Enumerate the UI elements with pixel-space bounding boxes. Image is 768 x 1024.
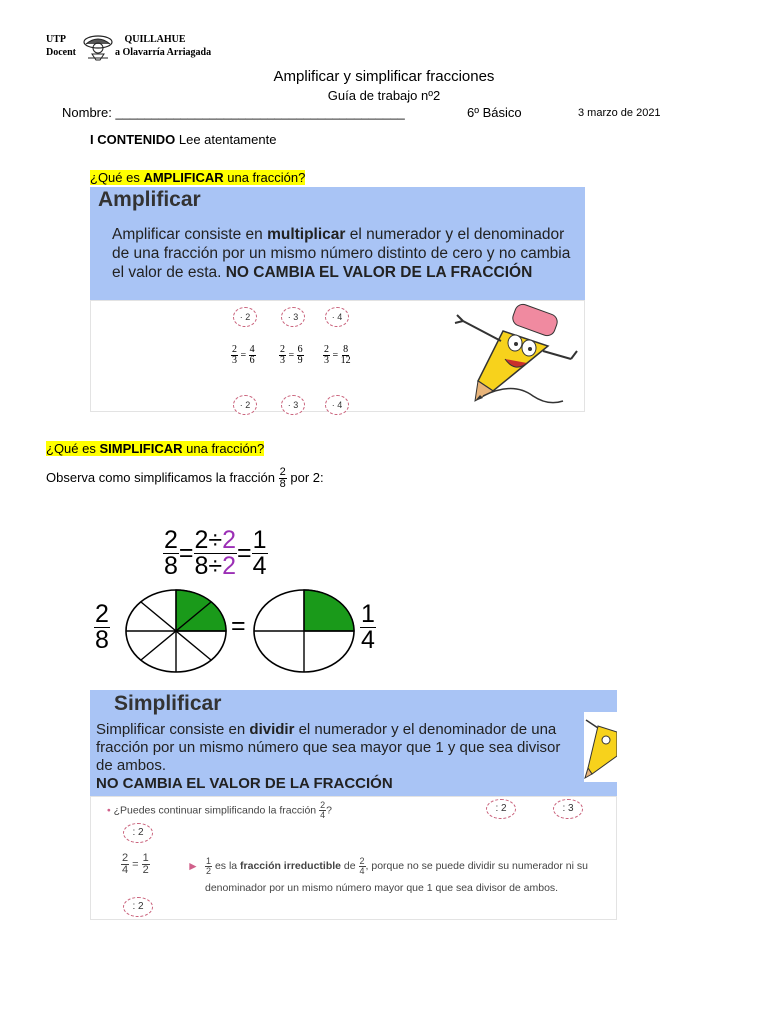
school-logo-icon bbox=[78, 32, 118, 62]
fraction-den: 4 bbox=[361, 626, 375, 654]
fraction-den: 4 bbox=[359, 865, 365, 876]
observa-text: Observa como simplificamos la fracción bbox=[46, 469, 276, 485]
definition-text: Simplificar consiste en bbox=[96, 721, 250, 738]
fraction-num: 2 bbox=[279, 466, 286, 478]
divisor: 2 bbox=[222, 552, 237, 580]
pie-quarters-icon bbox=[252, 588, 356, 674]
definition-text: Amplificar consiste en bbox=[112, 226, 268, 243]
fraction-num: 2 bbox=[232, 344, 237, 355]
amplificar-heading: Amplificar bbox=[98, 188, 201, 211]
fraction-num: 8 bbox=[343, 344, 349, 355]
note-keyword: fracción irreductible bbox=[240, 860, 341, 872]
question-simplificar bbox=[46, 441, 264, 456]
fraction-den: 4 bbox=[122, 864, 129, 876]
fraction-den: 2 bbox=[206, 865, 212, 876]
observa-fraction bbox=[279, 467, 287, 490]
multiply-bubble-top: · 3 bbox=[281, 307, 305, 327]
simplificar-examples-panel bbox=[90, 796, 617, 920]
fraction-num: 2 bbox=[359, 855, 365, 866]
question-keyword: SIMPLIFICAR bbox=[99, 441, 183, 456]
question-text: ¿Qué es bbox=[46, 441, 100, 456]
simplify-equation bbox=[163, 528, 268, 579]
fraction-den: 8 bbox=[164, 552, 178, 580]
amplificar-examples-panel bbox=[90, 300, 585, 412]
note-text: es la bbox=[214, 860, 241, 872]
pencil-mascot-small-icon bbox=[584, 712, 617, 782]
amplificar-definition bbox=[112, 225, 582, 282]
divisor: 2 bbox=[222, 526, 237, 554]
definition-keyword: dividir bbox=[249, 721, 295, 738]
circles-equals: = bbox=[231, 612, 246, 640]
fraction-den: 3 bbox=[324, 355, 329, 366]
fraction-num: 2 bbox=[164, 526, 178, 554]
page-title: Amplificar y simplificar fracciones bbox=[273, 68, 495, 85]
fraction-num: 2 bbox=[320, 800, 326, 810]
divide-bubble: : 3 bbox=[553, 799, 583, 819]
equals-sign: = bbox=[237, 539, 252, 567]
divide-bubble: : 2 bbox=[486, 799, 516, 819]
fraction-den: 4 bbox=[252, 552, 267, 580]
fraction-den: 9 bbox=[297, 355, 303, 366]
multiply-bubble-bottom: · 4 bbox=[325, 395, 349, 415]
fraction-den: 12 bbox=[340, 355, 351, 366]
fraction-den: 8 bbox=[95, 626, 109, 654]
simplificar-box bbox=[90, 690, 617, 796]
observa-text: por 2: bbox=[290, 469, 324, 485]
school-name: QUILLAHUE bbox=[124, 34, 186, 45]
irreducible-note bbox=[205, 855, 615, 899]
practice-question bbox=[107, 801, 332, 820]
fraction-den: 2 bbox=[142, 864, 149, 876]
note-text: , porque no se puede dividir su numerador ni su denominador por un mismo número mayor que 1 que sea divisor de ambos. bbox=[205, 860, 588, 894]
fraction-den: 3 bbox=[280, 355, 285, 366]
fraction-num: 1 bbox=[252, 526, 267, 554]
fraction-den: 6 bbox=[249, 355, 255, 366]
bullet-icon: • bbox=[107, 804, 111, 817]
fraction-equation: $\frac{2}{3}$ = $\frac{6}{9}$ bbox=[280, 344, 303, 366]
simplificar-heading: Simplificar bbox=[114, 692, 222, 715]
grade-label: 6º Básico bbox=[467, 105, 522, 120]
question-keyword: AMPLIFICAR bbox=[143, 170, 224, 185]
arrow-right-icon: ► bbox=[187, 859, 199, 873]
name-field-row bbox=[62, 105, 405, 120]
school-line-2 bbox=[46, 47, 211, 58]
note-text: de bbox=[341, 860, 356, 872]
fraction-num: 2 bbox=[95, 600, 109, 628]
section-numeral: I CONTENIDO bbox=[90, 132, 176, 147]
observa-line bbox=[46, 467, 324, 490]
practice-text: ? bbox=[326, 804, 332, 817]
fraction-num: 1 bbox=[206, 855, 212, 866]
simplify-example: $\frac{2}{4}$ = $\frac{1}{2}$ bbox=[122, 852, 149, 876]
name-label: Nombre: bbox=[62, 105, 112, 120]
amplificar-box bbox=[90, 187, 585, 300]
fraction-num: 2÷ bbox=[194, 526, 223, 554]
question-text: ¿Qué es bbox=[90, 170, 144, 185]
definition-text: el numerador y el denominador de una fracción por un mismo número que sea mayor que 1 y que sea divisor de ambos. bbox=[96, 721, 561, 774]
fraction-num: 2 bbox=[280, 344, 285, 355]
fraction-equation: $\frac{2}{3}$ = $\frac{4}{6}$ bbox=[232, 344, 255, 366]
simplificar-definition bbox=[96, 721, 566, 793]
name-line: ________________________________________ bbox=[115, 105, 405, 120]
divide-bubble-bottom: : 2 bbox=[123, 897, 153, 917]
pie-eighths-icon bbox=[124, 588, 228, 674]
definition-caps: NO CAMBIA EL VALOR DE LA FRACCIÓN bbox=[96, 775, 393, 792]
question-text: una fracción? bbox=[182, 441, 265, 456]
question-amplificar bbox=[90, 170, 305, 185]
fraction-num: 1 bbox=[142, 852, 149, 864]
multiply-bubble-bottom: · 3 bbox=[281, 395, 305, 415]
definition-caps: NO CAMBIA EL VALOR DE LA FRACCIÓN bbox=[225, 264, 533, 281]
definition-text: el numerador y el denominador de una fracción por un mismo número distinto de cero y no cambia el valor de esta. bbox=[112, 226, 571, 281]
fraction-den: 4 bbox=[320, 810, 326, 820]
teacher-label: Docent bbox=[46, 47, 76, 58]
circle-fraction-right bbox=[360, 602, 376, 653]
fraction-den: 8 bbox=[279, 478, 286, 490]
divide-bubble-top: : 2 bbox=[123, 823, 153, 843]
fraction-den: 8÷ bbox=[194, 552, 223, 580]
teacher-name: a Olavarría Arriagada bbox=[115, 47, 212, 58]
date-label: 3 marzo de 2021 bbox=[578, 107, 661, 119]
fraction-num: 2 bbox=[324, 344, 329, 355]
multiply-bubble-top: · 2 bbox=[233, 307, 257, 327]
fraction-num: 6 bbox=[297, 344, 303, 355]
section-heading bbox=[90, 132, 276, 147]
fraction-equation: $\frac{2}{3}$ = $\frac{8}{12}$ bbox=[324, 344, 351, 366]
multiply-bubble-top: · 4 bbox=[325, 307, 349, 327]
equals-sign: = bbox=[178, 539, 194, 567]
question-text: una fracción? bbox=[223, 170, 306, 185]
fraction-num: 4 bbox=[249, 344, 255, 355]
circle-fraction-left bbox=[94, 602, 110, 653]
definition-keyword: multiplicar bbox=[267, 226, 346, 243]
fraction-num: 2 bbox=[122, 852, 129, 864]
pencil-mascot-icon bbox=[453, 301, 583, 411]
fraction-den: 3 bbox=[232, 355, 237, 366]
practice-text: ¿Puedes continuar simplificando la fracción bbox=[113, 804, 317, 817]
page-subtitle: Guía de trabajo nº2 bbox=[327, 88, 441, 103]
multiply-bubble-bottom: · 2 bbox=[233, 395, 257, 415]
fraction-num: 1 bbox=[361, 600, 375, 628]
school-utp: UTP bbox=[46, 34, 66, 45]
section-instruction: Lee atentamente bbox=[178, 132, 277, 147]
